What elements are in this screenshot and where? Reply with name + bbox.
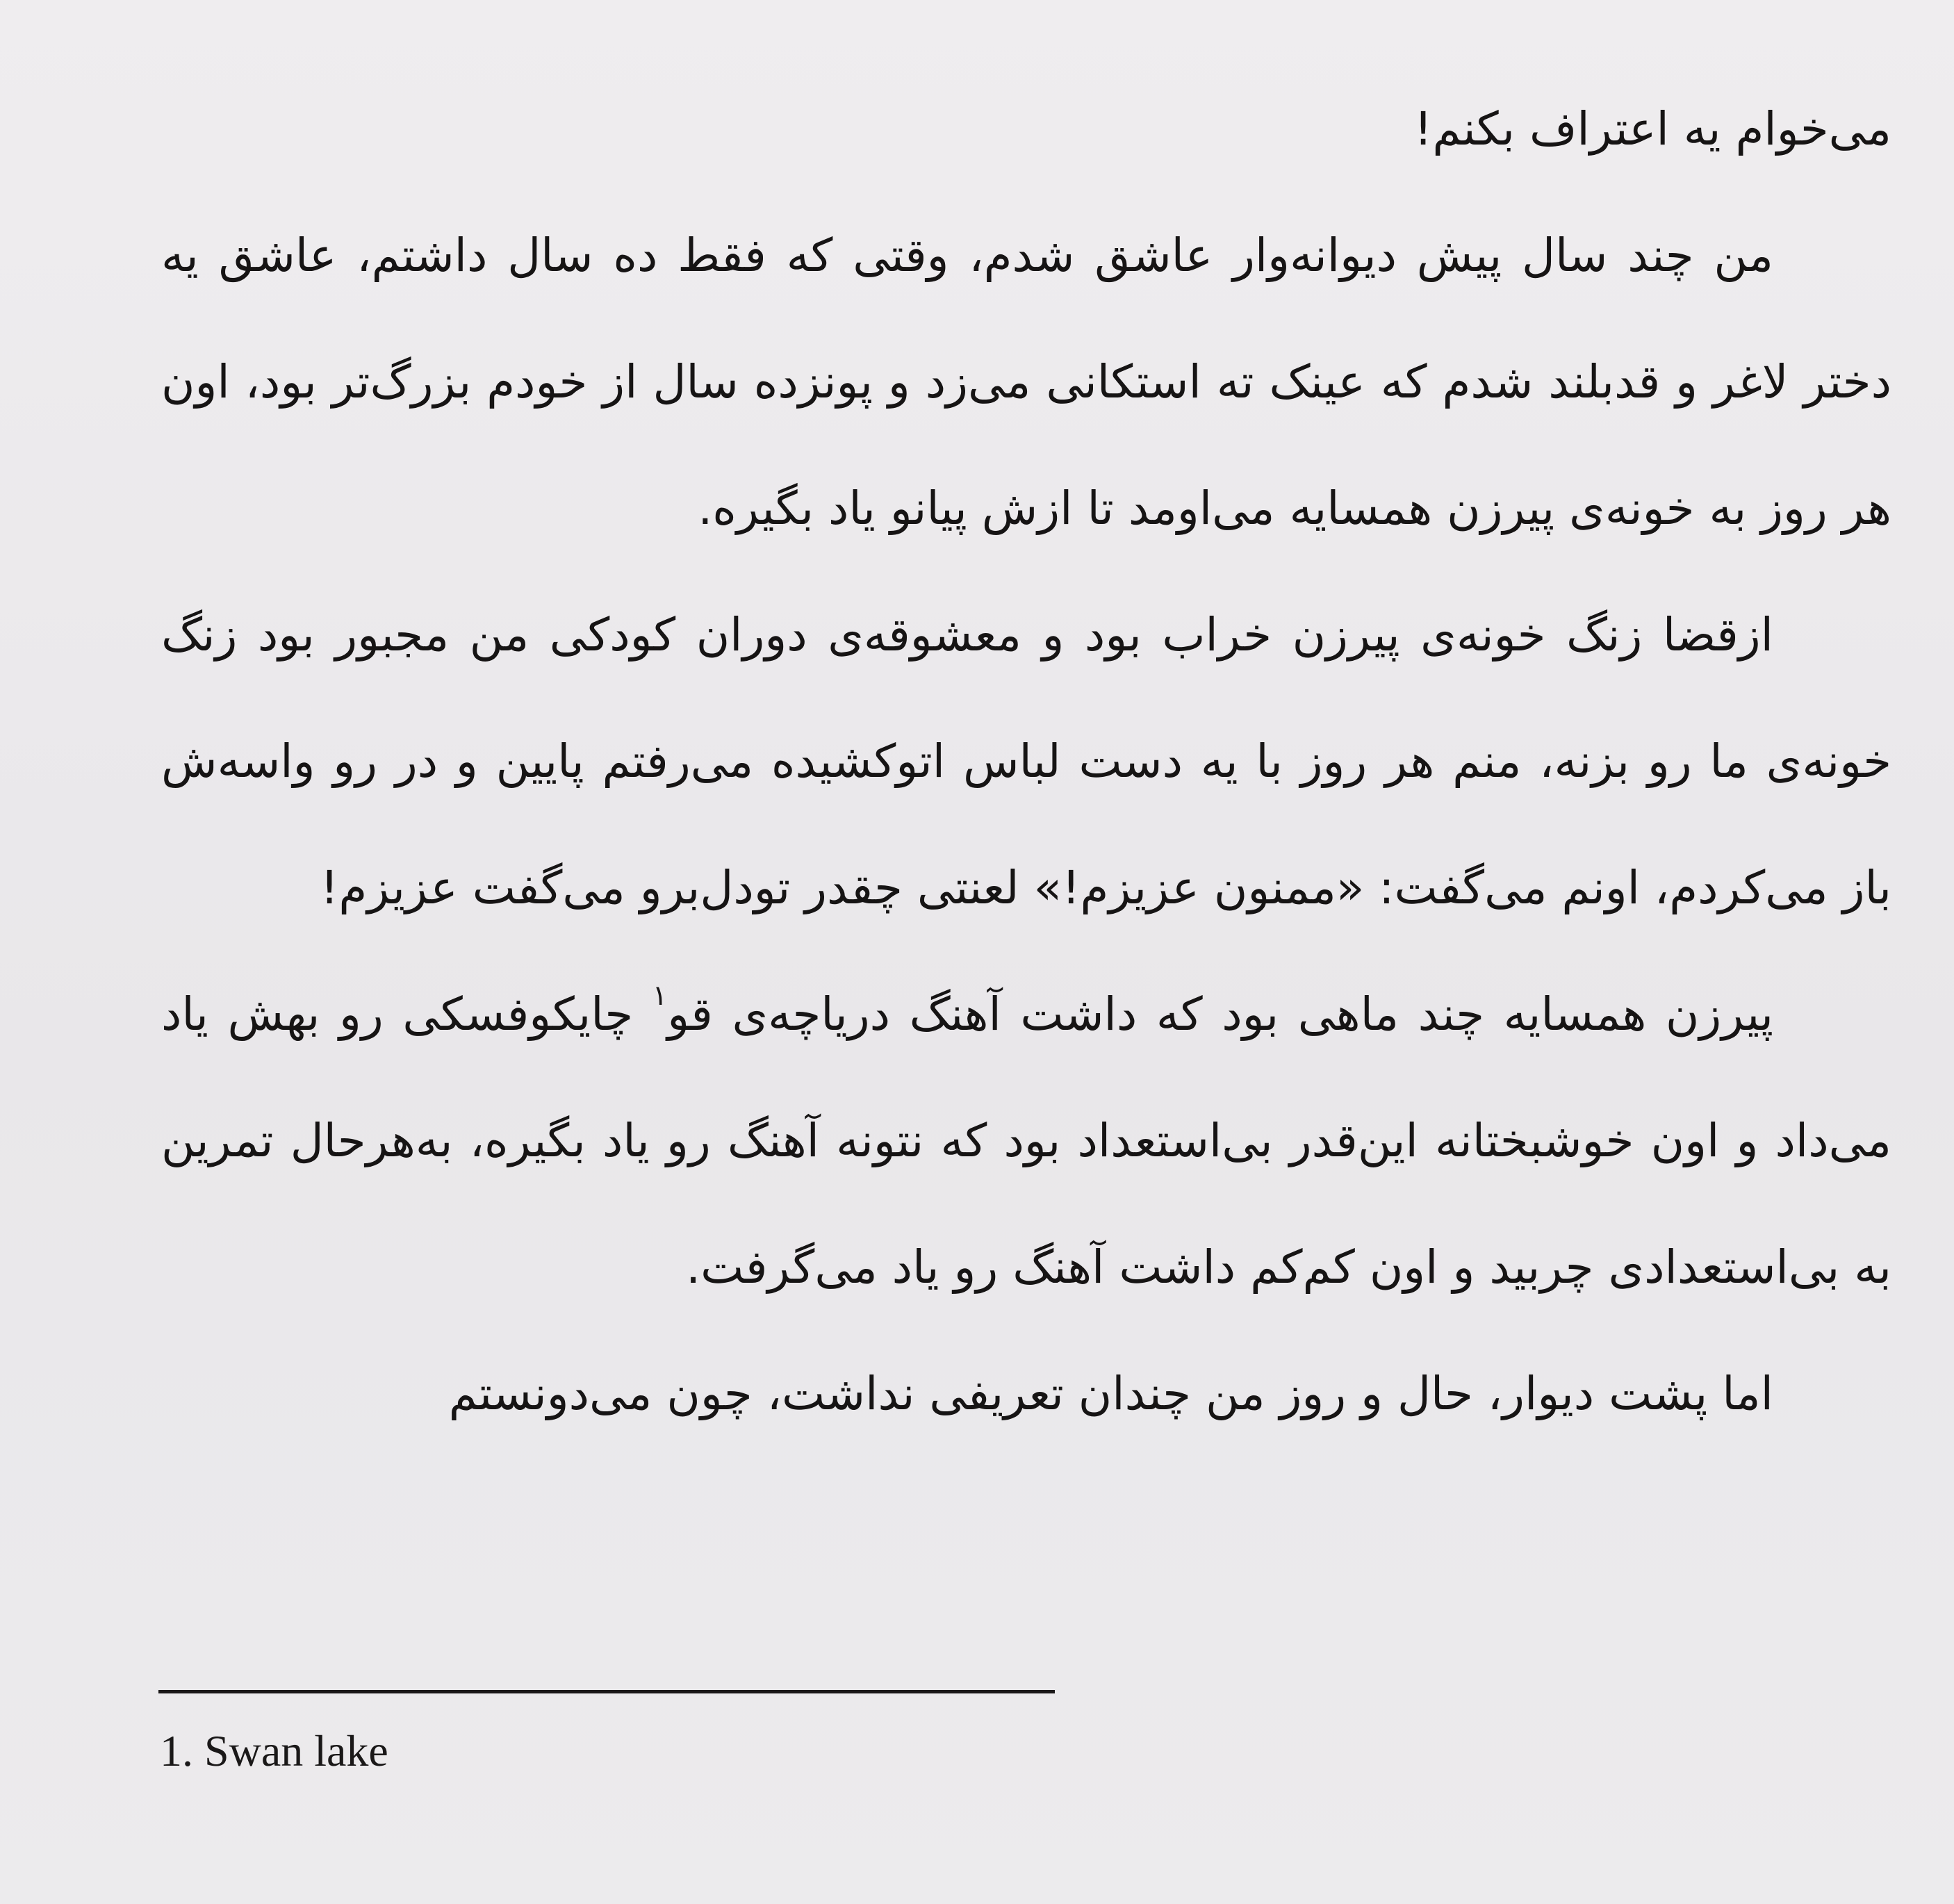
- footnote: 1. Swan lake: [160, 1726, 388, 1775]
- paragraph-piano-text-after: چایکوفسکی رو بهش یاد می‌داد و اون خوشبختانه این‌قدر بی‌استعداد بود که نتونه آهنگ رو یاد بگیره، به‌هرحال تمرین به بی‌استعدادی چربید و اون کم‌کم داشت آهنگ رو یاد می‌گرفت.: [161, 987, 1891, 1294]
- paragraph-piano-text-before: پیرزن همسایه چند ماهی بود که داشت آهنگ دریاچه‌ی قو: [667, 987, 1773, 1041]
- footnote-marker: ۱: [652, 980, 668, 1012]
- paragraph-behind-wall: اما پشت دیوار، حال و روز من چندان تعریفی نداشت، چون می‌دونستم: [448, 1367, 1773, 1420]
- footnote-divider: [158, 1690, 1055, 1693]
- paragraph-confession: می‌خوام یه اعتراف بکنم!: [1413, 102, 1891, 156]
- paragraph-doorbell: ازقضا زنگ خونه‌ی پیرزن خراب بود و معشوقه‌ی دوران کودکی من مجبور بود زنگ خونه‌ی ما رو بزنه، منم هر روز با یه دست لباس اتوکشیده می‌رفتم پایین و در رو واسه‌ش باز می‌کردم، اونم می‌گفت: «ممنون عزیزم!» لعنتی چقدر تودل‌برو می‌گفت عزیزم!: [161, 608, 1891, 914]
- body-text: [161, 66, 1891, 1457]
- paragraph-piano-lessons: [161, 951, 1891, 1331]
- paragraph-falling-in-love: من چند سال پیش دیوانه‌وار عاشق شدم، وقتی که فقط ده سال داشتم، عاشق یه دختر لاغر و قدبلند شدم که عینک ته استکانی می‌زد و پونزده سال از خودم بزرگ‌تر بود، اون هر روز به خونه‌ی پیرزن همسایه می‌اومد تا ازش پیانو یاد بگیره.: [161, 229, 1891, 535]
